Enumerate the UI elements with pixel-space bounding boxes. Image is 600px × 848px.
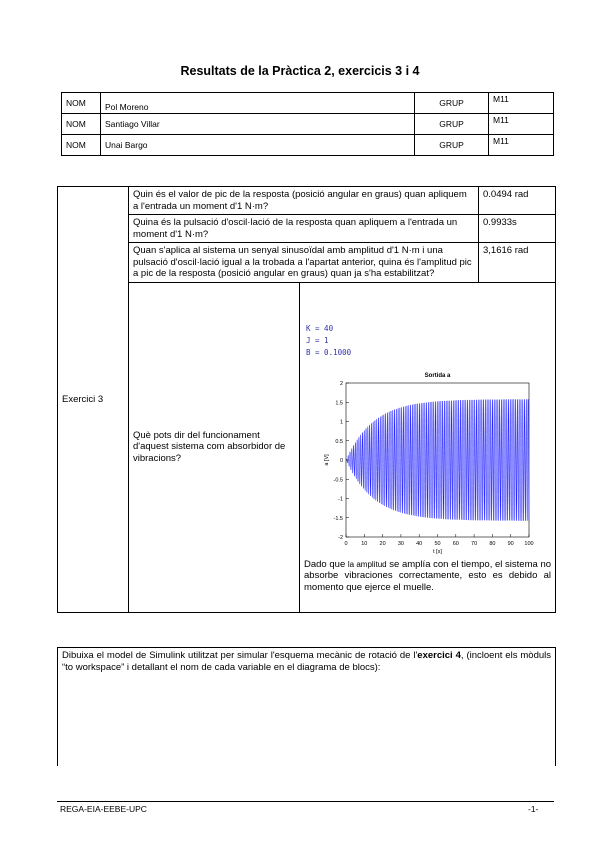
y-tick-label: -1 [338, 496, 343, 502]
x-tick-label: 90 [507, 540, 514, 547]
member-name: Unai Bargo [101, 135, 415, 156]
member-name: Pol Moreno [101, 93, 415, 114]
team-table [61, 92, 554, 156]
y-tick-label: 0 [339, 457, 343, 464]
param-k: K = 40 [306, 323, 334, 333]
chart-title: Sortida a [424, 372, 451, 379]
question-2: Quina és la pulsació d'oscil·lació de la resposta quan apliquem a l'entrada un moment d'1 N·m? [129, 215, 479, 243]
final-answer-cell [300, 282, 556, 612]
member-group: M11 [489, 93, 554, 114]
page-title: Resultats de la Pràctica 2, exercicis 3 i 4 [180, 64, 420, 78]
final-answer-text: Dado que la amplitud se amplía con el tiempo, el sistema no absorbe vibraciones correctamente, esto es debido al momento que ejerce el muelle. [304, 558, 552, 593]
param-b: B = 0.1000 [306, 347, 352, 357]
footer-divider [57, 801, 554, 802]
output-chart [304, 365, 544, 557]
y-tick-label: -2 [338, 534, 343, 541]
answer-2: 0.9933s [479, 215, 556, 243]
y-tick-label: 1 [339, 419, 343, 425]
nom-label: NOM [62, 135, 101, 156]
y-tick-label: 1.5 [335, 399, 343, 406]
x-tick-label: 100 [524, 540, 534, 547]
y-tick-label: 0.5 [335, 438, 343, 445]
x-tick-label: 70 [471, 540, 478, 547]
x-axis-label: t [s] [433, 548, 442, 555]
exercise4-prompt: Dibuixa el model de Simulink utilitzat per simular l'esquema mecànic de rotació de l'exercici 4, (incloent els mòduls “to workspace” i detallant el nom de cada variable en el diagrama de blocs): [62, 650, 551, 673]
y-axis-label: a [V] [324, 453, 330, 466]
exercise3-label: Exercici 3 [58, 187, 129, 613]
final-question: Què pots dir del funcionament d'aquest sistema com absorbidor de vibracions? [129, 282, 300, 612]
team-row [62, 114, 554, 135]
footer-page-number: -1- [528, 804, 539, 814]
x-tick-label: 10 [361, 540, 368, 547]
answer-3: 3,1616 rad [479, 243, 556, 283]
team-row [62, 135, 554, 156]
grup-label: GRUP [415, 114, 489, 135]
grup-label: GRUP [415, 93, 489, 114]
exercise3-table [57, 186, 556, 613]
footer-left: REGA-EIA-EEBE-UPC [60, 804, 147, 814]
exercise4-box [57, 647, 556, 766]
x-tick-label: 50 [434, 540, 441, 547]
x-tick-label: 20 [379, 540, 386, 547]
grup-label: GRUP [415, 135, 489, 156]
member-group: M11 [489, 114, 554, 135]
x-tick-label: 80 [489, 540, 496, 547]
member-group: M11 [489, 135, 554, 156]
param-j: J = 1 [306, 335, 329, 345]
team-row [62, 93, 554, 114]
question-1: Quin és el valor de pic de la resposta (posició angular en graus) quan apliquem a l'entrada un moment d'1 N·m? [129, 187, 479, 215]
x-tick-label: 30 [397, 540, 404, 547]
nom-label: NOM [62, 93, 101, 114]
nom-label: NOM [62, 114, 101, 135]
y-tick-label: -1.5 [333, 515, 343, 522]
figure [304, 283, 544, 558]
x-tick-label: 40 [416, 540, 423, 547]
question-3: Quan s'aplica al sistema un senyal sinusoïdal amb amplitud d'1 N·m i una pulsació d'oscil·lació igual a la trobada a l'apartat anterior, quina és l'amplitud pic a pic de la resposta (posició angular en graus) quan ja s'ha estabilitzat? [129, 243, 479, 283]
member-name: Santiago Villar [101, 114, 415, 135]
x-tick-label: 0 [344, 540, 348, 547]
params-block [306, 323, 351, 359]
y-tick-label: -0.5 [333, 476, 343, 483]
y-tick-label: 2 [339, 380, 343, 387]
answer-1: 0.0494 rad [479, 187, 556, 215]
x-tick-label: 60 [452, 540, 459, 547]
